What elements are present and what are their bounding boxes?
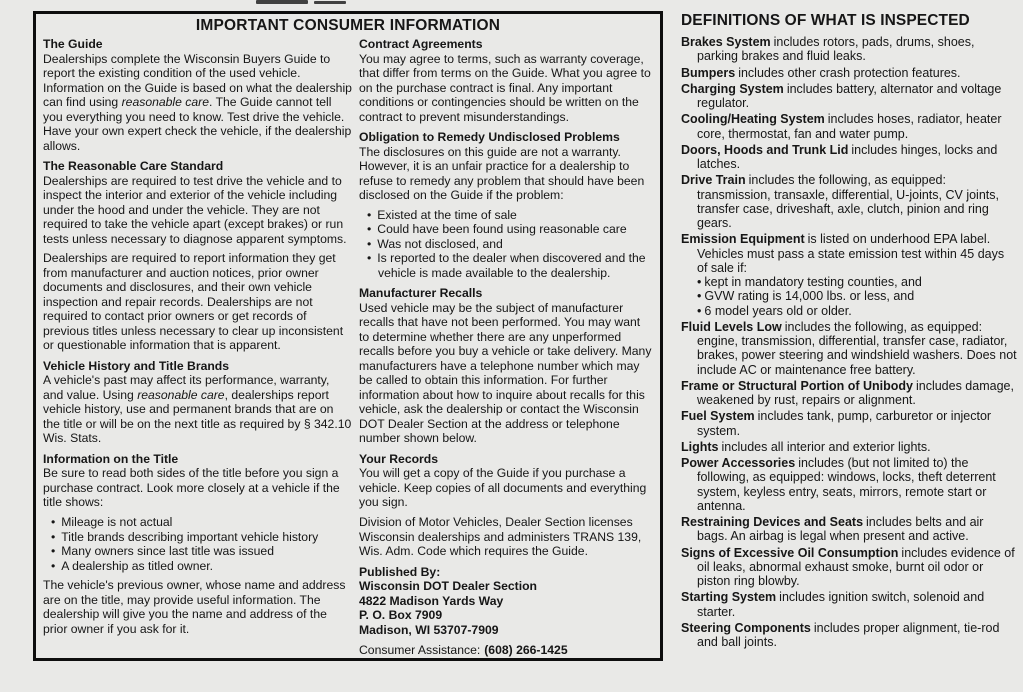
text-run: Division of Motor Vehicles, Dealer Section licenses Wisconsin dealerships and administers TRANS 139, Wis. Adm. Code which requires the Guide. bbox=[359, 514, 642, 559]
definition-term: Brakes System bbox=[681, 35, 771, 49]
two-column-layout bbox=[41, 37, 655, 661]
scan-artifact bbox=[256, 0, 308, 4]
panel-title: IMPORTANT CONSUMER INFORMATION bbox=[195, 17, 501, 34]
definition-entry bbox=[681, 456, 1017, 513]
definition-text: includes the following, as equipped: transmission, transaxle, differential, U-joints, CV joints, transfer case, driveshaft, axle, clutch, pinion and ring gears. bbox=[697, 173, 999, 230]
definition-entry bbox=[681, 621, 1017, 650]
text-run: Used vehicle may be the subject of manufacturer recalls that have not been performed. You may want to determine whether there are any unperformed recalls before you buy a vehicle or take delivery. Many manufacturers have a telephone number which may be called to obtain this information. For further information about how to inquire about recalls for this vehicle, ask the dealership or contact the Wisconsin DOT Dealer Section at the address or telephone number shown below. bbox=[359, 300, 652, 446]
section-heading: The Guide bbox=[43, 37, 103, 51]
definition-entry bbox=[681, 112, 1017, 141]
text-run: , dealerships report vehicle history, use and permanent brands that are on the title or will be on the next title as required by § 342.10 Wis. Stats. bbox=[43, 387, 352, 446]
section bbox=[43, 159, 353, 353]
definition-bullet: • GVW rating is 14,000 lbs. or less, and bbox=[697, 289, 1017, 303]
definition-term: Power Accessories bbox=[681, 456, 796, 470]
bullet-list bbox=[359, 208, 653, 281]
text-run: Dealerships are required to test drive the vehicle and to inspect the interior and exterior of the vehicle including under the hood and under the vehicle. They are not required to take the vehicle apart (except brakes) or run tests unless necessary to diagnose apparent symptoms. bbox=[43, 173, 347, 246]
definition-term: Fuel System bbox=[681, 409, 755, 424]
bullet-item: • Title brands describing important vehicle history bbox=[43, 530, 353, 545]
text-run: You will get a copy of the Guide if you purchase a vehicle. Keep copies of all documents and everything you sign. bbox=[359, 466, 647, 510]
definitions-panel bbox=[681, 10, 1017, 682]
text-run: Be sure to read both sides of the title before you sign a purchase contract. Look more closely at a vehicle if the title shows: bbox=[43, 466, 340, 510]
publisher-address-line: 4822 Madison Yards Way bbox=[359, 593, 504, 608]
paragraph bbox=[359, 52, 653, 125]
bullet-item: • Is reported to the dealer when discovered and the vehicle is made available to the dealership. bbox=[359, 251, 653, 280]
definition-term: Drive Train bbox=[681, 173, 746, 188]
definition-entry bbox=[681, 409, 1017, 438]
definition-entry bbox=[681, 82, 1017, 111]
definition-bullet: • kept in mandatory testing counties, and bbox=[697, 275, 1017, 289]
definition-text: includes rotors, pads, drums, shoes, parking brakes and fluid leaks. bbox=[697, 35, 975, 64]
text-run: Dealerships are required to report information they get from manufacturer and auction notices, prior owner documents and disclosures, and their own vehicle inspection and repair records. Dealerships are not required to contact prior owners or get records of previous titles unless necessary to clear up inconsistent or questionable information that is apparent. bbox=[43, 251, 344, 353]
consumer-assistance-number: (608) 266-1425 bbox=[484, 643, 568, 658]
section bbox=[359, 130, 653, 280]
paragraph bbox=[43, 174, 353, 247]
publisher-address-line: Wisconsin DOT Dealer Section bbox=[359, 579, 538, 594]
definition-entry bbox=[681, 515, 1017, 544]
scan-artifact bbox=[314, 1, 346, 4]
definition-entry bbox=[681, 143, 1017, 172]
text-run: A vehicle's past may affect its performance, warranty, and value. Using bbox=[43, 373, 330, 402]
text-run: Dealerships complete the Wisconsin Buyers Guide to report the existing condition of the used vehicle. Information on the Guide is based on what the dealership can find using bbox=[43, 51, 352, 110]
definition-text: includes proper alignment, tie-rod and ball joints. bbox=[697, 620, 1000, 649]
section bbox=[43, 37, 353, 153]
section bbox=[359, 452, 653, 559]
bullet-item: • Mileage is not actual bbox=[43, 515, 353, 530]
paragraph bbox=[43, 466, 353, 510]
section bbox=[359, 37, 653, 124]
paragraph bbox=[43, 578, 353, 636]
definition-term: Emission Equipment bbox=[681, 232, 805, 247]
definition-bullet: • 6 model years old or older. bbox=[697, 304, 1017, 318]
section-heading: Manufacturer Recalls bbox=[359, 286, 483, 301]
definition-term: Doors, Hoods and Trunk Lid bbox=[681, 142, 849, 157]
definition-term: Charging System bbox=[681, 81, 784, 96]
definition-text: includes damage, weakened by rust, repairs or alignment. bbox=[697, 378, 1014, 407]
definitions-title: DEFINITIONS OF WHAT IS INSPECTED bbox=[681, 12, 970, 29]
paragraph bbox=[359, 145, 653, 203]
definition-text: includes hoses, radiator, heater core, thermostat, fan and water pump. bbox=[697, 112, 1002, 141]
definition-term: Starting System bbox=[681, 590, 777, 605]
section bbox=[43, 359, 353, 446]
paragraph bbox=[43, 373, 353, 446]
text-run: You may agree to terms, such as warranty coverage, that differ from terms on the Guide. What you agree to on the purchase contract is final. Any important conditions or contingencies should be written on the contract to prevent misunderstandings. bbox=[359, 51, 651, 124]
text-run: The disclosures on this guide are not a warranty. However, it is an unfair practice for a dealership to refuse to remedy any problem that should have been disclosed on the Guide if the problem: bbox=[359, 144, 645, 203]
definition-text: includes belts and air bags. An airbag is legal when present and active. bbox=[697, 515, 984, 544]
definition-text: includes hinges, locks and latches. bbox=[697, 142, 998, 171]
section-heading: Your Records bbox=[359, 451, 439, 466]
paragraph bbox=[43, 251, 353, 353]
definition-term: Steering Components bbox=[681, 620, 811, 635]
paragraph bbox=[359, 515, 653, 559]
definition-text: includes other crash protection features. bbox=[738, 65, 961, 80]
definition-entry bbox=[681, 590, 1017, 619]
definition-text: includes the following, as equipped: engine, transmission, differential, transfer case, radiator, brakes, power steering and windshield washers. Does not include AC or maintenance free battery. bbox=[697, 319, 1017, 377]
definition-entry bbox=[681, 379, 1017, 408]
consumer-assistance-line bbox=[359, 643, 653, 658]
section-heading: Contract Agreements bbox=[359, 37, 483, 51]
publisher-section bbox=[359, 565, 653, 658]
paragraph bbox=[43, 52, 353, 154]
definition-entry bbox=[681, 440, 1017, 454]
definition-term: Frame or Structural Portion of Unibody bbox=[681, 378, 913, 393]
definition-term: Lights bbox=[681, 439, 719, 454]
definition-term: Signs of Excessive Oil Consumption bbox=[681, 545, 899, 560]
definition-term: Bumpers bbox=[681, 65, 736, 80]
definition-entry bbox=[681, 320, 1017, 377]
text-run: reasonable care bbox=[137, 387, 225, 402]
consumer-assistance-label: Consumer Assistance: bbox=[359, 643, 481, 658]
important-consumer-information-panel bbox=[33, 11, 663, 661]
definition-text: includes all interior and exterior lights. bbox=[721, 439, 931, 454]
publisher-heading: Published By: bbox=[359, 564, 441, 579]
definition-entry bbox=[681, 232, 1017, 318]
section-heading: Information on the Title bbox=[43, 451, 179, 466]
definition-entry bbox=[681, 66, 1017, 80]
definition-entry bbox=[681, 546, 1017, 589]
definition-entry bbox=[681, 173, 1017, 230]
paragraph bbox=[359, 301, 653, 446]
middle-column bbox=[353, 37, 653, 661]
section-heading: The Reasonable Care Standard bbox=[43, 159, 224, 174]
section bbox=[43, 452, 353, 636]
definition-text: includes evidence of oil leaks, abnormal exhaust smoke, burnt oil odor or piston ring blowby. bbox=[697, 545, 1015, 588]
definition-text: includes tank, pump, carburetor or injector system. bbox=[697, 409, 992, 438]
definition-entry bbox=[681, 35, 1017, 64]
definitions-list bbox=[681, 35, 1017, 649]
definition-text: is listed on underhood EPA label. Vehicles must pass a state emission test within 45 days of sale if: bbox=[697, 232, 1005, 275]
text-run: The vehicle's previous owner, whose name and address are on the title, may provide useful information. The dealership will give you the name and address of the prior owner if you ask for it. bbox=[43, 578, 346, 636]
section-heading: Obligation to Remedy Undisclosed Problems bbox=[359, 130, 620, 145]
definition-term: Fluid Levels Low bbox=[681, 319, 782, 334]
definition-text: includes (but not limited to) the following, as equipped: windows, locks, theft deterrent system, keyless entry, seats, mirrors, remote start or antenna. bbox=[697, 456, 996, 513]
publisher-address-line: P. O. Box 7909 bbox=[359, 608, 443, 623]
bullet-item: • Could have been found using reasonable care bbox=[359, 222, 653, 237]
definition-term: Restraining Devices and Seats bbox=[681, 515, 864, 529]
text-run: . The Guide cannot tell you everything you need to know. Test drive the vehicle. Have your own expert check the vehicle, if the dealership allows. bbox=[43, 95, 352, 153]
definition-text: includes battery, alternator and voltage regulator. bbox=[697, 81, 1002, 110]
paragraph bbox=[359, 466, 653, 510]
bullet-item: • Was not disclosed, and bbox=[359, 237, 653, 252]
bullet-item: • Many owners since last title was issued bbox=[43, 544, 353, 559]
bullet-list bbox=[43, 515, 353, 573]
definition-text: includes ignition switch, solenoid and starter. bbox=[697, 590, 985, 619]
bullet-item: • A dealership as titled owner. bbox=[43, 559, 353, 574]
definition-term: Cooling/Heating System bbox=[681, 112, 825, 127]
section bbox=[359, 286, 653, 446]
left-column bbox=[41, 37, 353, 661]
text-run: reasonable care bbox=[121, 95, 210, 110]
publisher-address-line: Madison, WI 53707-7909 bbox=[359, 622, 499, 637]
section-heading: Vehicle History and Title Brands bbox=[43, 358, 230, 373]
bullet-item: • Existed at the time of sale bbox=[359, 208, 653, 223]
